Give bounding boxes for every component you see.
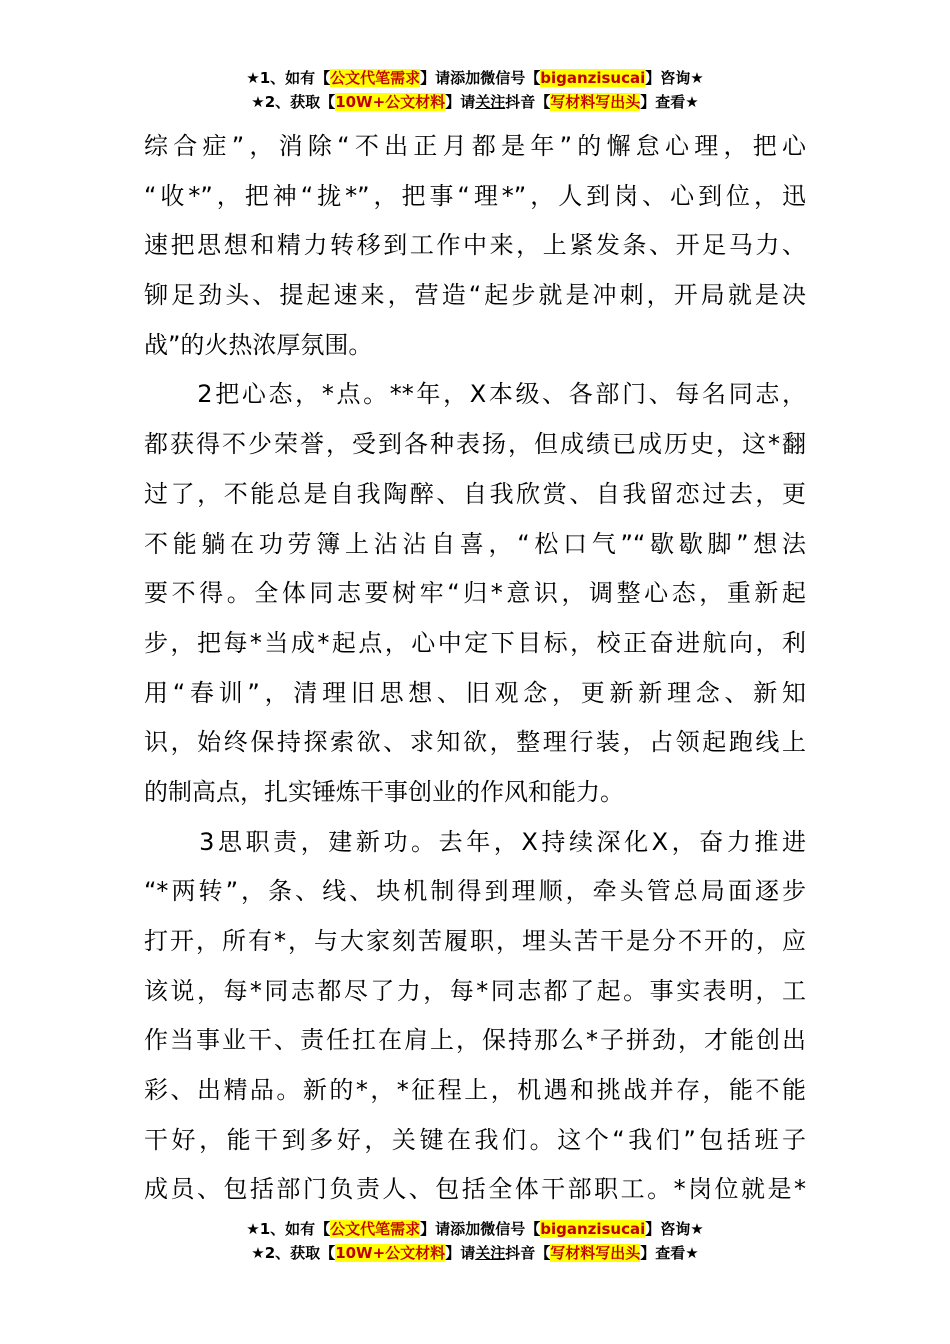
ad-emphasis: 关注 [475, 93, 506, 111]
text-line: 识，始终保持探索欲、求知欲，整理行装，占领起跑线上 [144, 728, 806, 757]
text-line: 彩、出精品。新的*，*征程上，机遇和挑战并存，能不能 [144, 1076, 806, 1105]
text-line: 的制高点，扎实锤炼干事创业的作风和能力。 [144, 777, 624, 806]
header-ad-banner [0, 66, 950, 114]
text-line: 干好，能干到多好，关键在我们。这个“我们”包括班子 [144, 1125, 806, 1154]
text-line: 作当事业干、责任扛在肩上，保持那么*子拼劲，才能创出 [144, 1026, 806, 1055]
ad-highlight: 写材料写出头 [550, 1244, 641, 1262]
ad-text: ★1、如有【 [246, 69, 331, 87]
text-line: 都获得不少荣誉，受到各种表扬，但成绩已成历史，这*翻 [144, 430, 806, 459]
ad-text: ★2、获取【 [251, 1244, 336, 1262]
text-line: 3思职责，建新功。去年，X持续深化X，奋力推进 [144, 827, 806, 856]
ad-highlight: biganzisucai [540, 1220, 646, 1238]
ad-text: 抖音【 [505, 93, 551, 111]
text-line: 步，把每*当成*起点，心中定下目标，校正奋进航向，利 [144, 628, 806, 657]
ad-line-1 [0, 1217, 950, 1241]
ad-text: 】请添 [420, 1220, 466, 1238]
document-body [144, 122, 806, 1215]
text-line: 要不得。全体同志要树牢“归*意识，调整心态，重新起 [144, 579, 806, 608]
ad-text: 】咨询★ [645, 69, 704, 87]
ad-text: 】查看★ [640, 93, 699, 111]
text-line: 铆足劲头、提起速来，营造“起步就是冲刺，开局就是决 [144, 281, 806, 310]
text-line: 过了，不能总是自我陶醉、自我欣赏、自我留恋过去，更 [144, 479, 806, 508]
ad-emphasis: 加 [465, 1220, 481, 1238]
text-line: 战”的火热浓厚氛围。 [144, 330, 373, 359]
text-line: “*两转”，条、线、块机制得到理顺，牵头管总局面逐步 [144, 877, 806, 906]
ad-highlight: 公文代笔需求 [330, 1220, 421, 1238]
ad-highlight: 公文代笔需求 [330, 69, 421, 87]
ad-text: 】咨询★ [645, 1220, 704, 1238]
ad-text: 微信号【 [480, 69, 541, 87]
ad-text: 微信号【 [480, 1220, 541, 1238]
footer-ad-banner [0, 1217, 950, 1265]
ad-text: 】查看★ [640, 1244, 699, 1262]
text-line: 2把心态，*点。**年，X本级、各部门、每名同志， [144, 380, 806, 409]
text-line: 打开，所有*，与大家刻苦履职，埋头苦干是分不开的，应 [144, 927, 806, 955]
ad-line-1 [0, 66, 950, 90]
ad-line-2 [0, 1241, 950, 1265]
ad-highlight: biganzisucai [540, 69, 646, 87]
text-line: 不能躺在功劳簿上沾沾自喜，“松口气”“歇歇脚”想法 [144, 529, 806, 558]
text-line: 综合症”，消除“不出正月都是年”的懈怠心理，把心 [144, 132, 806, 160]
ad-emphasis: 加 [465, 69, 481, 87]
ad-text: ★1、如有【 [246, 1220, 331, 1238]
text-line: 该说，每*同志都尽了力，每*同志都了起。事实表明，工 [144, 976, 806, 1005]
text-line: 用“春训”，清理旧思想、旧观念，更新新理念、新知 [144, 678, 806, 707]
ad-text: 】请添 [420, 69, 466, 87]
ad-text: 】请 [445, 1244, 476, 1262]
ad-emphasis: 关注 [475, 1244, 506, 1262]
text-line: 成员、包括部门负责人、包括全体干部职工。*岗位就是* [144, 1175, 806, 1204]
ad-highlight: 10W+公文材料 [335, 1244, 446, 1262]
ad-highlight: 写材料写出头 [550, 93, 641, 111]
text-line: “收*”，把神“拢*”，把事“理*”，人到岗、心到位，迅 [144, 181, 806, 210]
ad-line-2 [0, 90, 950, 114]
ad-text: 抖音【 [505, 1244, 551, 1262]
ad-text: ★2、获取【 [251, 93, 336, 111]
ad-text: 】请 [445, 93, 476, 111]
text-line: 速把思想和精力转移到工作中来，上紧发条、开足马力、 [144, 231, 806, 260]
ad-highlight: 10W+公文材料 [335, 93, 446, 111]
